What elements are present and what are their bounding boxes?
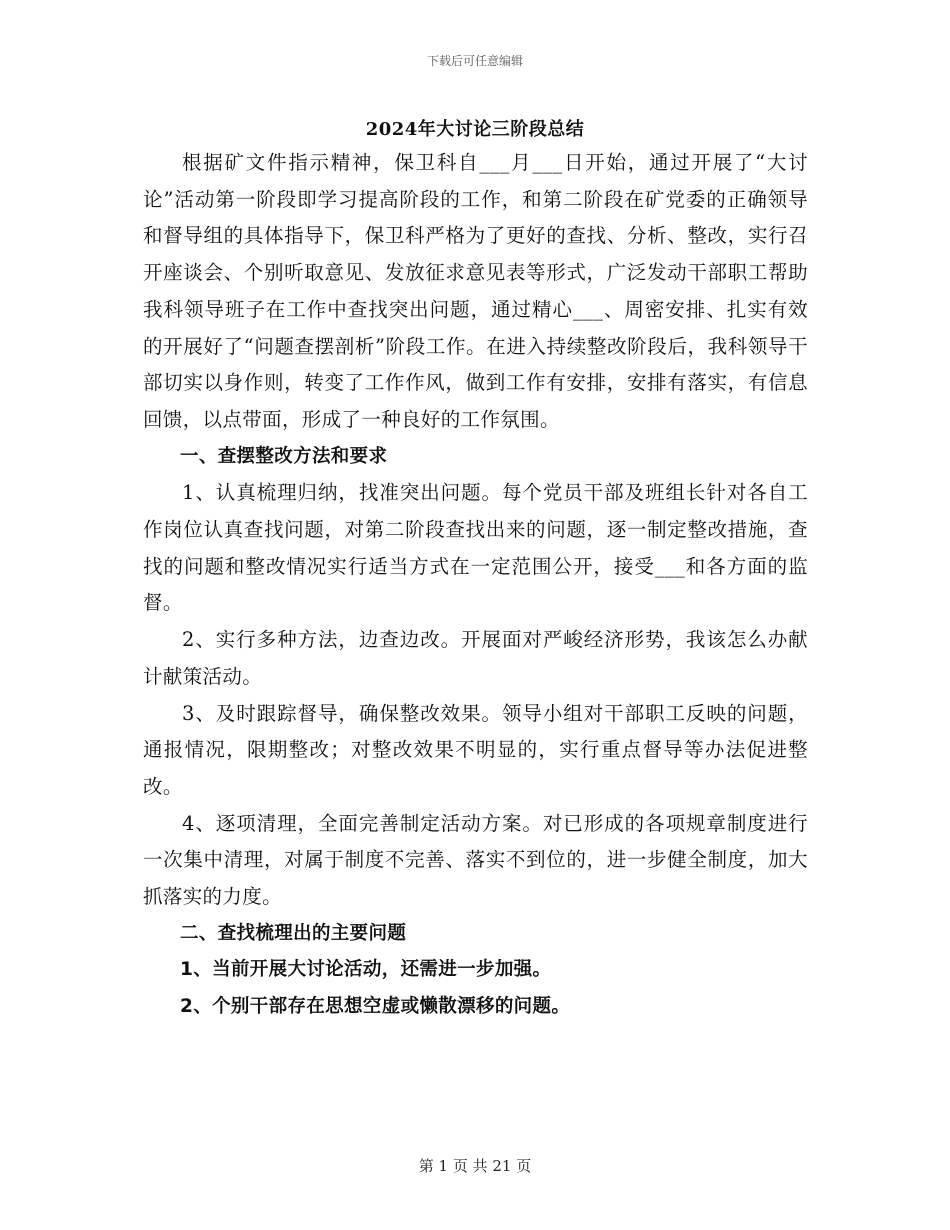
- paragraph-item-1: 1、认真梳理归纳，找准突出问题。每个党员干部及班组长针对各自工作岗位认真查找问题，对第二阶段查找出来的问题，逐一制定整改措施，查找的问题和整改情况实行适当方式在一定范围公开，接受___和各方面的监督。: [143, 481, 808, 615]
- paragraph-item-4: 4、逐项清理，全面完善制定活动方案。对已形成的各项规章制度进行一次集中清理，对属于制度不完善、落实不到位的，进一步健全制度，加大抓落实的力度。: [143, 811, 808, 909]
- intro-paragraph: 根据矿文件指示精神，保卫科自___月___日开始，通过开展了“大讨论”活动第一阶段即学习提高阶段的工作，和第二阶段在矿党委的正确领导和督导组的具体指导下，保卫科严格为了更好的查找、分析、整改，实行召开座谈会、个别听取意见、发放征求意见表等形式，广泛发动干部职工帮助我科领导班子在工作中查找突出问题，通过精心___、周密安排、扎实有效的开展好了“问题查摆剖析”阶段工作。在进入持续整改阶段后，我科领导干部切实以身作则，转变了工作作风，做到工作有安排，安排有落实，有信息回馈，以点带面，形成了一种良好的工作氛围。: [143, 151, 808, 431]
- problem-item-2: 2、个别干部存在思想空虚或懒散漂移的问题。: [180, 996, 571, 1018]
- section-heading-2: 二、查找梳理出的主要问题: [180, 922, 407, 944]
- paragraph-item-3: 3、及时跟踪督导，确保整改效果。领导小组对干部职工反映的问题，通报情况，限期整改；对整改效果不明显的，实行重点督导等办法促进整改。: [143, 701, 808, 798]
- page-header-note: 下载后可任意编辑: [426, 54, 523, 68]
- page-number: 第 1 页 共 21 页: [418, 1157, 532, 1175]
- paragraph-item-2: 2、实行多种方法，边查边改。开展面对严峻经济形势，我该怎么办献计献策活动。: [143, 628, 808, 688]
- document-body: [143, 145, 808, 1026]
- document-title: 2024年大讨论三阶段总结: [365, 119, 585, 140]
- problem-item-1: 1、当前开展大讨论活动，还需进一步加强。: [180, 959, 552, 981]
- section-heading-1: 一、查摆整改方法和要求: [180, 445, 388, 467]
